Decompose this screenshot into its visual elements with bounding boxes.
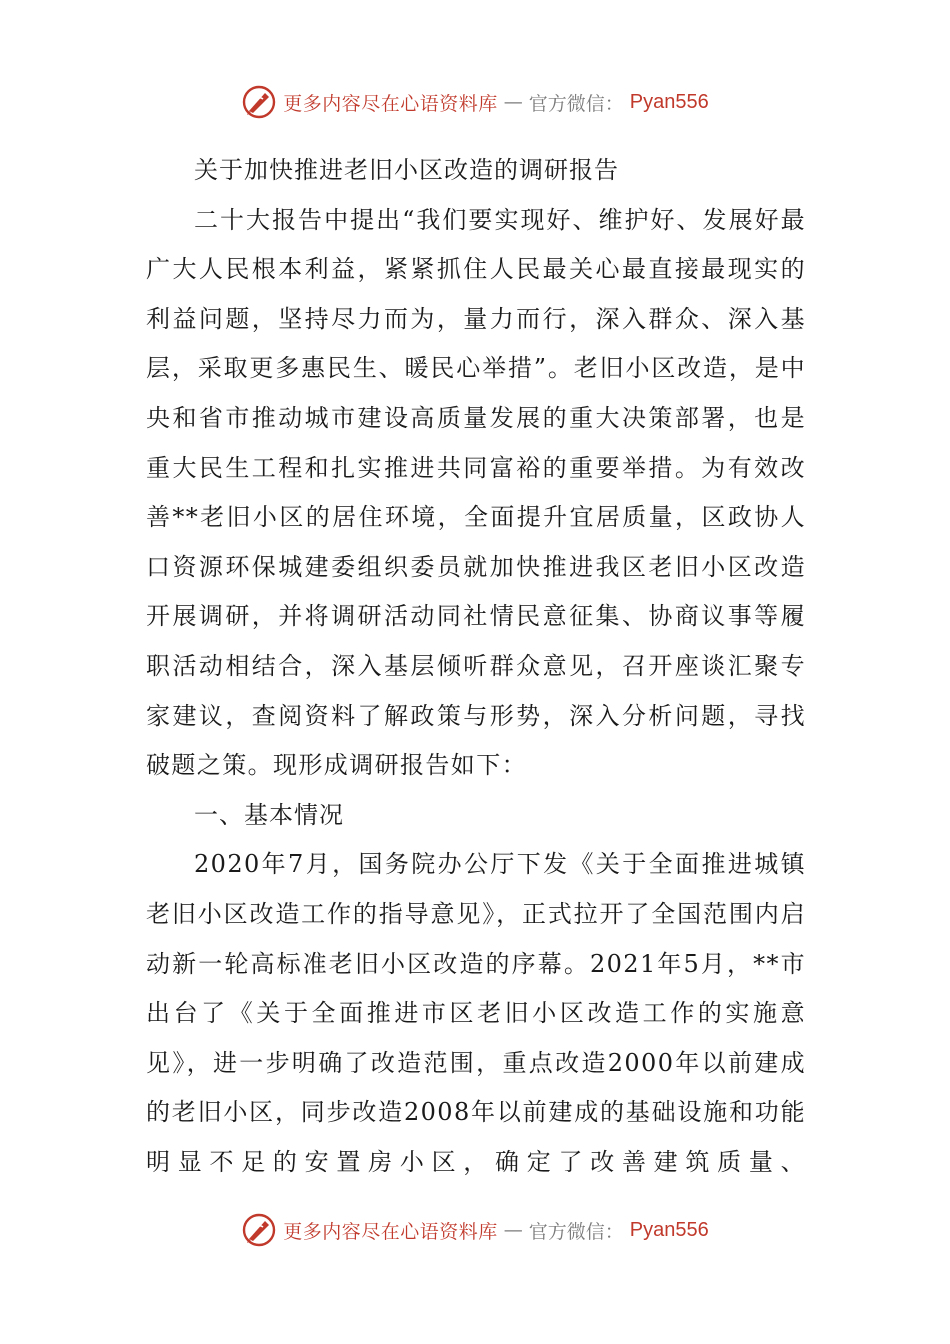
banner-separator: — (503, 1219, 523, 1241)
section-heading-basic-situation: 一、基本情况 (194, 800, 344, 829)
banner-contact-id: Pyan556 (629, 90, 709, 113)
pen-nib-logo-icon (241, 84, 277, 120)
section-1-paragraph: 2020年7月，国务院办公厅下发《关于全面推进城镇老旧小区改造工作的指导意见》，正式拉开了全国范围内启动新一轮高标准老旧小区改造的序幕。2021年5月，**市出台了《关于全面推进市区老旧小区改造工作的实施意见》，进一步明确了改造范围，重点改造2000年以前建成的老旧小区，同步改造2008年以前建成的基础设施和功能明显不足的安置房小区，确定了改善建筑质量、 (146, 850, 806, 1176)
document-title: 关于加快推进老旧小区改造的调研报告 (194, 156, 619, 184)
intro-paragraph: 二十大报告中提出“我们要实现好、维护好、发展好最广大人民根本利益，紧紧抓住人民最关心最直接最现实的利益问题，坚持尽力而为，量力而行，深入群众、深入基层，采取更多惠民生、暖民心举措”。老旧小区改造，是中央和省市推动城市建设高质量发展的重大决策部署，也是重大民生工程和扎实推进共同富裕的重要举措。为有效改善**老旧小区的居住环境，全面提升宜居质量，区政协人口资源环保城建委组织委员就加快推进我区老旧小区改造开展调研，并将调研活动同社情民意征集、协商议事等履职活动相结合，深入基层倾听群众意见，召开座谈汇聚专家建议，查阅资料了解政策与形势，深入分析问题，寻找破题之策。现形成调研报告如下： (146, 205, 806, 780)
banner-separator: — (503, 91, 523, 113)
pen-nib-logo-icon (241, 1212, 277, 1248)
banner-site-name: 更多内容尽在心语资料库 (283, 92, 498, 115)
banner-contact-label: 官方微信： (528, 1220, 624, 1243)
banner-contact-id: Pyan556 (629, 1218, 709, 1241)
document-body (146, 146, 806, 1187)
banner-contact-label: 官方微信： (528, 92, 624, 115)
header-watermark-banner (0, 82, 950, 122)
banner-site-name: 更多内容尽在心语资料库 (283, 1220, 498, 1243)
footer-watermark-banner (0, 1210, 950, 1250)
